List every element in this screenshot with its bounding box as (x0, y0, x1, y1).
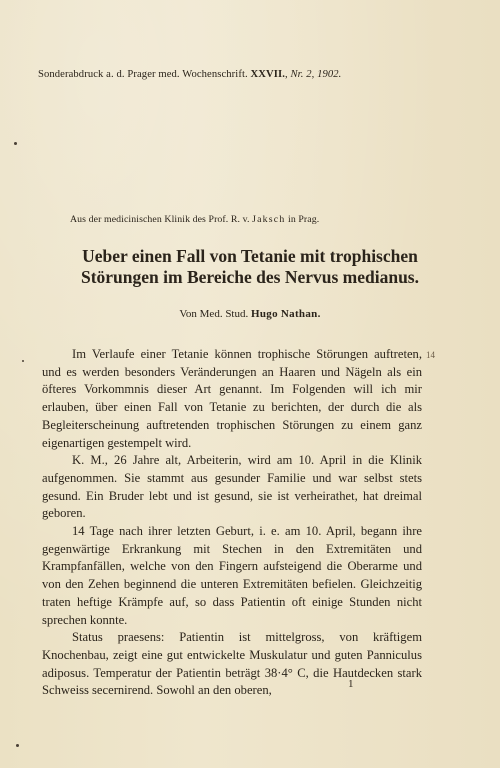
clinic-text: Aus der medicinischen Klinik des Prof. R. v. (70, 214, 250, 225)
title-line-2: Störungen im Bereiche des Nervus medianus. (80, 267, 419, 287)
clinic-city: in Prag. (288, 214, 320, 225)
author-name: Hugo Nathan. (251, 308, 321, 320)
header-volume: XXVII. (250, 69, 285, 80)
title-line-1: Ueber einen Fall von Tetanie mit trophischen (82, 246, 418, 266)
margin-note: 14 (426, 350, 435, 360)
header-issue: Nr. 2, (290, 69, 315, 80)
paper-speck (22, 360, 24, 362)
author-prefix: Von Med. Stud. (179, 308, 249, 320)
paragraph: 14 Tage nach ihrer letzten Geburt, i. e. am 10. April, begann ihre gegenwärtige Erkrankung mit Stechen in den Extremitäten und Krampfanfällen, welche von den Fingern aufsteigend die Oberarme und von den Zehen beginnend die unteren Extremitäten befielen. Gleichzeitig traten heftige Krämpfe auf, so dass Patientin oft einige Stunden nicht sprechen konnte. (42, 524, 422, 627)
clinic-professor: Jaksch (252, 214, 286, 225)
offprint-header: Sonderabdruck a. d. Prager med. Wochenschrift. XXVII., Nr. 2, 1902. (38, 69, 342, 80)
author-line (40, 308, 460, 320)
paper-speck (16, 744, 19, 747)
header-year: 1902. (317, 69, 342, 80)
page-number: 1 (348, 678, 354, 690)
clinic-affiliation (70, 214, 470, 225)
paper-speck (14, 142, 17, 145)
header-prefix: Sonderabdruck a. d. Prager med. Wochenschrift. (38, 69, 248, 80)
paragraph: K. M., 26 Jahre alt, Arbeiterin, wird am 10. April in die Klinik aufgenommen. Sie stammt aus gesunder Familie und war selbst stets gesund. Ein Bruder lebt und ist gesund, sie ist verheirathet, hat dreimal geboren. (42, 453, 422, 521)
paragraph: Status praesens: Patientin ist mittelgross, von kräftigem Knochenbau, zeigt eine gut entwickelte Muskulatur und guten Panniculus adiposus. Temperatur der Patientin beträgt 38·4° C, die Hautdecken stark Schweiss secernirend. Sowohl an den oberen, (42, 630, 422, 698)
paragraph: Im Verlaufe einer Tetanie können trophische Störungen auftreten, und es werden besonders Veränderungen an Haaren und Nägeln als ein öfteres Vorkommnis dieser Art genannt. Im Folgenden will ich mir erlauben, über einen Fall von Tetanie zu berichten, der durch die als Begleiterscheinung auftretenden trophischen Störungen zu einem ganz eigenartigen gestempelt wird. (42, 347, 422, 450)
article-body (42, 346, 422, 700)
article-title (40, 246, 460, 288)
